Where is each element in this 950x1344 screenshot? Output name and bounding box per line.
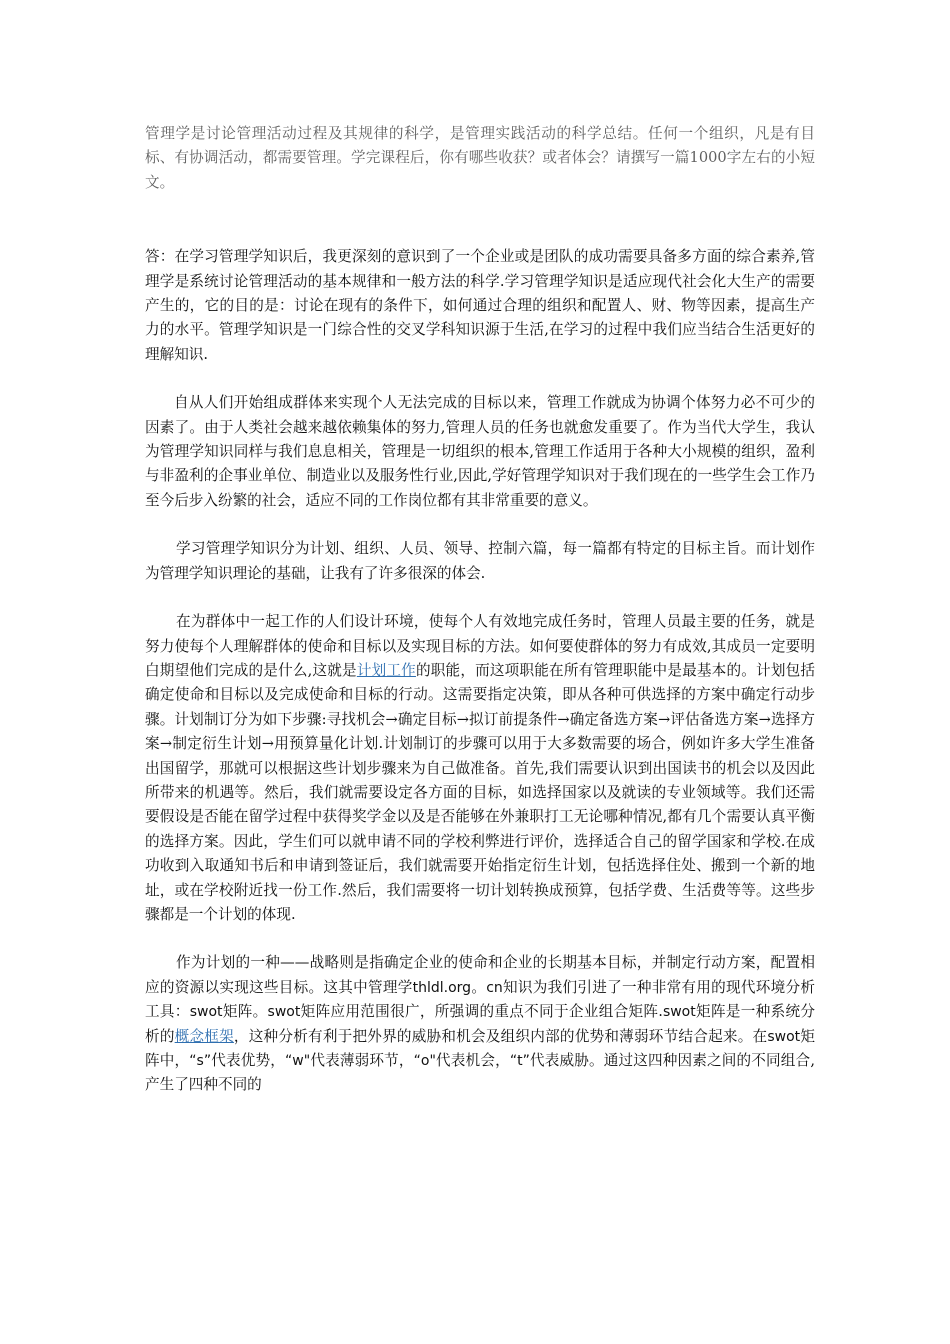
p5-text-4: 矩阵。 <box>222 1003 268 1021</box>
p5-w: “w" <box>285 1053 311 1069</box>
p5-swot-2: swot <box>267 1004 301 1021</box>
p5-o: “o" <box>413 1053 436 1069</box>
p5-swot-3: swot <box>662 1004 696 1021</box>
p5-text-12: 代表威胁。通过这四种因素之间的不同组合,产生了四种不同的 <box>145 1052 815 1094</box>
p5-text-11: 代表机会， <box>435 1052 510 1069</box>
paragraph-2: 自从人们开始组成群体来实现个人无法完成的目标以来，管理工作就成为协调个体努力必不可少的因素了。由于人类社会越来越依赖集体的努力,管理人员的任务也就愈发重要了。作为当代大学生，我认为管理学知识同样与我们息息相关，管理是一切组织的根本,管理工作适用于各种大小规模的组织，盈利与非盈利的企事业单位、制造业以及服务性行业,因此,学好管理学知识对于我们现在的一些学生会工作乃至今后步入纷繁的社会，适应不同的工作岗位都有其非常重要的意义。 <box>145 394 815 509</box>
p5-swot-4: swot <box>767 1028 801 1045</box>
p5-text-2: 。 <box>471 978 487 996</box>
p5-text-6: 矩阵是一种系统分析的 <box>145 1003 815 1045</box>
spacer <box>145 513 815 537</box>
p5-text-5: 矩阵应用范围很广，所强调的重点不同于企业组合矩阵. <box>300 1003 663 1021</box>
p5-cn: cn <box>486 979 503 996</box>
p5-text-9: 代表优势， <box>211 1052 286 1069</box>
paragraph-4-text-a: 在为群体中一起工作的人们设计环境，使每个人有效地完成任务时，管理人员最主要的任务，就是努力使每个人理解群体的使命和目标以及实现目标的方法。如何要使群体的努力有成效,其成员一定要明白期望他们完成的是什么,这就是 <box>145 613 815 679</box>
answer-paragraph: 答：在学习管理学知识后，我更深刻的意识到了一个企业或是团队的成功需要具备多方面的综合素养,管理学是系统讨论管理活动的基本规律和一般方法的科学.学习管理学知识是适应现代社会化大生产的需要产生的，它的目的是：讨论在现有的条件下，如何通过合理的组织和配置人、财、物等因素，提高生产力的水平。管理学知识是一门综合性的交叉学科知识源于生活,在学习的过程中我们应当结合生活更好的理解知识. <box>145 248 815 363</box>
p5-text-10: 代表薄弱环节， <box>310 1052 414 1069</box>
p5-text-1: 作为计划的一种——战略则是指确定企业的使命和企业的长期基本目标，并制定行动方案，配置相应的资源以实现这些目标。这其中管理学 <box>145 954 815 996</box>
paragraph-5 <box>145 951 815 1097</box>
p5-text-3: 知识为我们引进了一种非常有用的现代环境分析工具： <box>145 978 815 1021</box>
spacer <box>145 367 815 391</box>
p5-site: thldl.org <box>412 979 472 996</box>
p5-t: “t” <box>509 1053 530 1069</box>
spacer <box>145 195 815 245</box>
p5-s: “s” <box>189 1053 212 1069</box>
p5-text-8: 矩阵中， <box>145 1027 815 1069</box>
paragraph-3: 学习管理学知识分为计划、组织、人员、领导、控制六篇，每一篇都有特定的目标主旨。而计划作为管理学知识理论的基础，让我有了许多很深的体会. <box>145 540 815 582</box>
plan-work-link[interactable]: 计划工作 <box>356 661 416 679</box>
paragraph-4 <box>145 610 815 927</box>
essay-question: 管理学是讨论管理活动过程及其规律的科学，是管理实践活动的科学总结。任何一个组织，凡是有目标、有协调活动，都需要管理。学完课程后，你有哪些收获？或者体会？请撰写一篇1000字左右的小短文。 <box>145 125 815 191</box>
document-body <box>145 122 815 1098</box>
concept-framework-link[interactable]: 概念框架 <box>174 1027 234 1045</box>
p5-swot-1: swot <box>189 1004 223 1021</box>
paragraph-4-text-b: 的职能，而这项职能在所有管理职能中是最基本的。计划包括确定使命和目标以及完成使命和目标的行动。这需要指定决策，即从各种可供选择的方案中确定行动步骤。计划制订分为如下步骤:寻找机会→确定目标→拟订前提条件→确定备选方案→评估备选方案→选择方案→制定衍生计划→用预算量化计划.计划制订的步骤可以用于大多数需要的场合，例如许多大学生准备出国留学，那就可以根据这些计划步骤来为自己做准备。首先,我们需要认识到出国读书的机会以及因此所带来的机遇等。然后，我们就需要设定各方面的目标，如选择国家以及就读的专业领域等。我们还需要假设是否能在留学过程中获得奖学金以及是否能够在外兼职打工无论哪种情况,都有几个需要认真平衡的选择方案。因此，学生们可以就申请不同的学校利弊进行评价，选择适合自己的留学国家和学校.在成功收到入取通知书后和申请到签证后，我们就需要开始指定衍生计划，包括选择住处、搬到一个新的地址，或在学校附近找一份工作.然后，我们需要将一切计划转换成预算，包括学费、生活费等等。这些步骤都是一个计划的体现. <box>145 661 815 923</box>
spacer <box>145 586 815 610</box>
spacer <box>145 927 815 951</box>
p5-text-7: ，这种分析有利于把外界的威胁和机会及组织内部的优势和薄弱环节结合起来。在 <box>233 1027 768 1045</box>
